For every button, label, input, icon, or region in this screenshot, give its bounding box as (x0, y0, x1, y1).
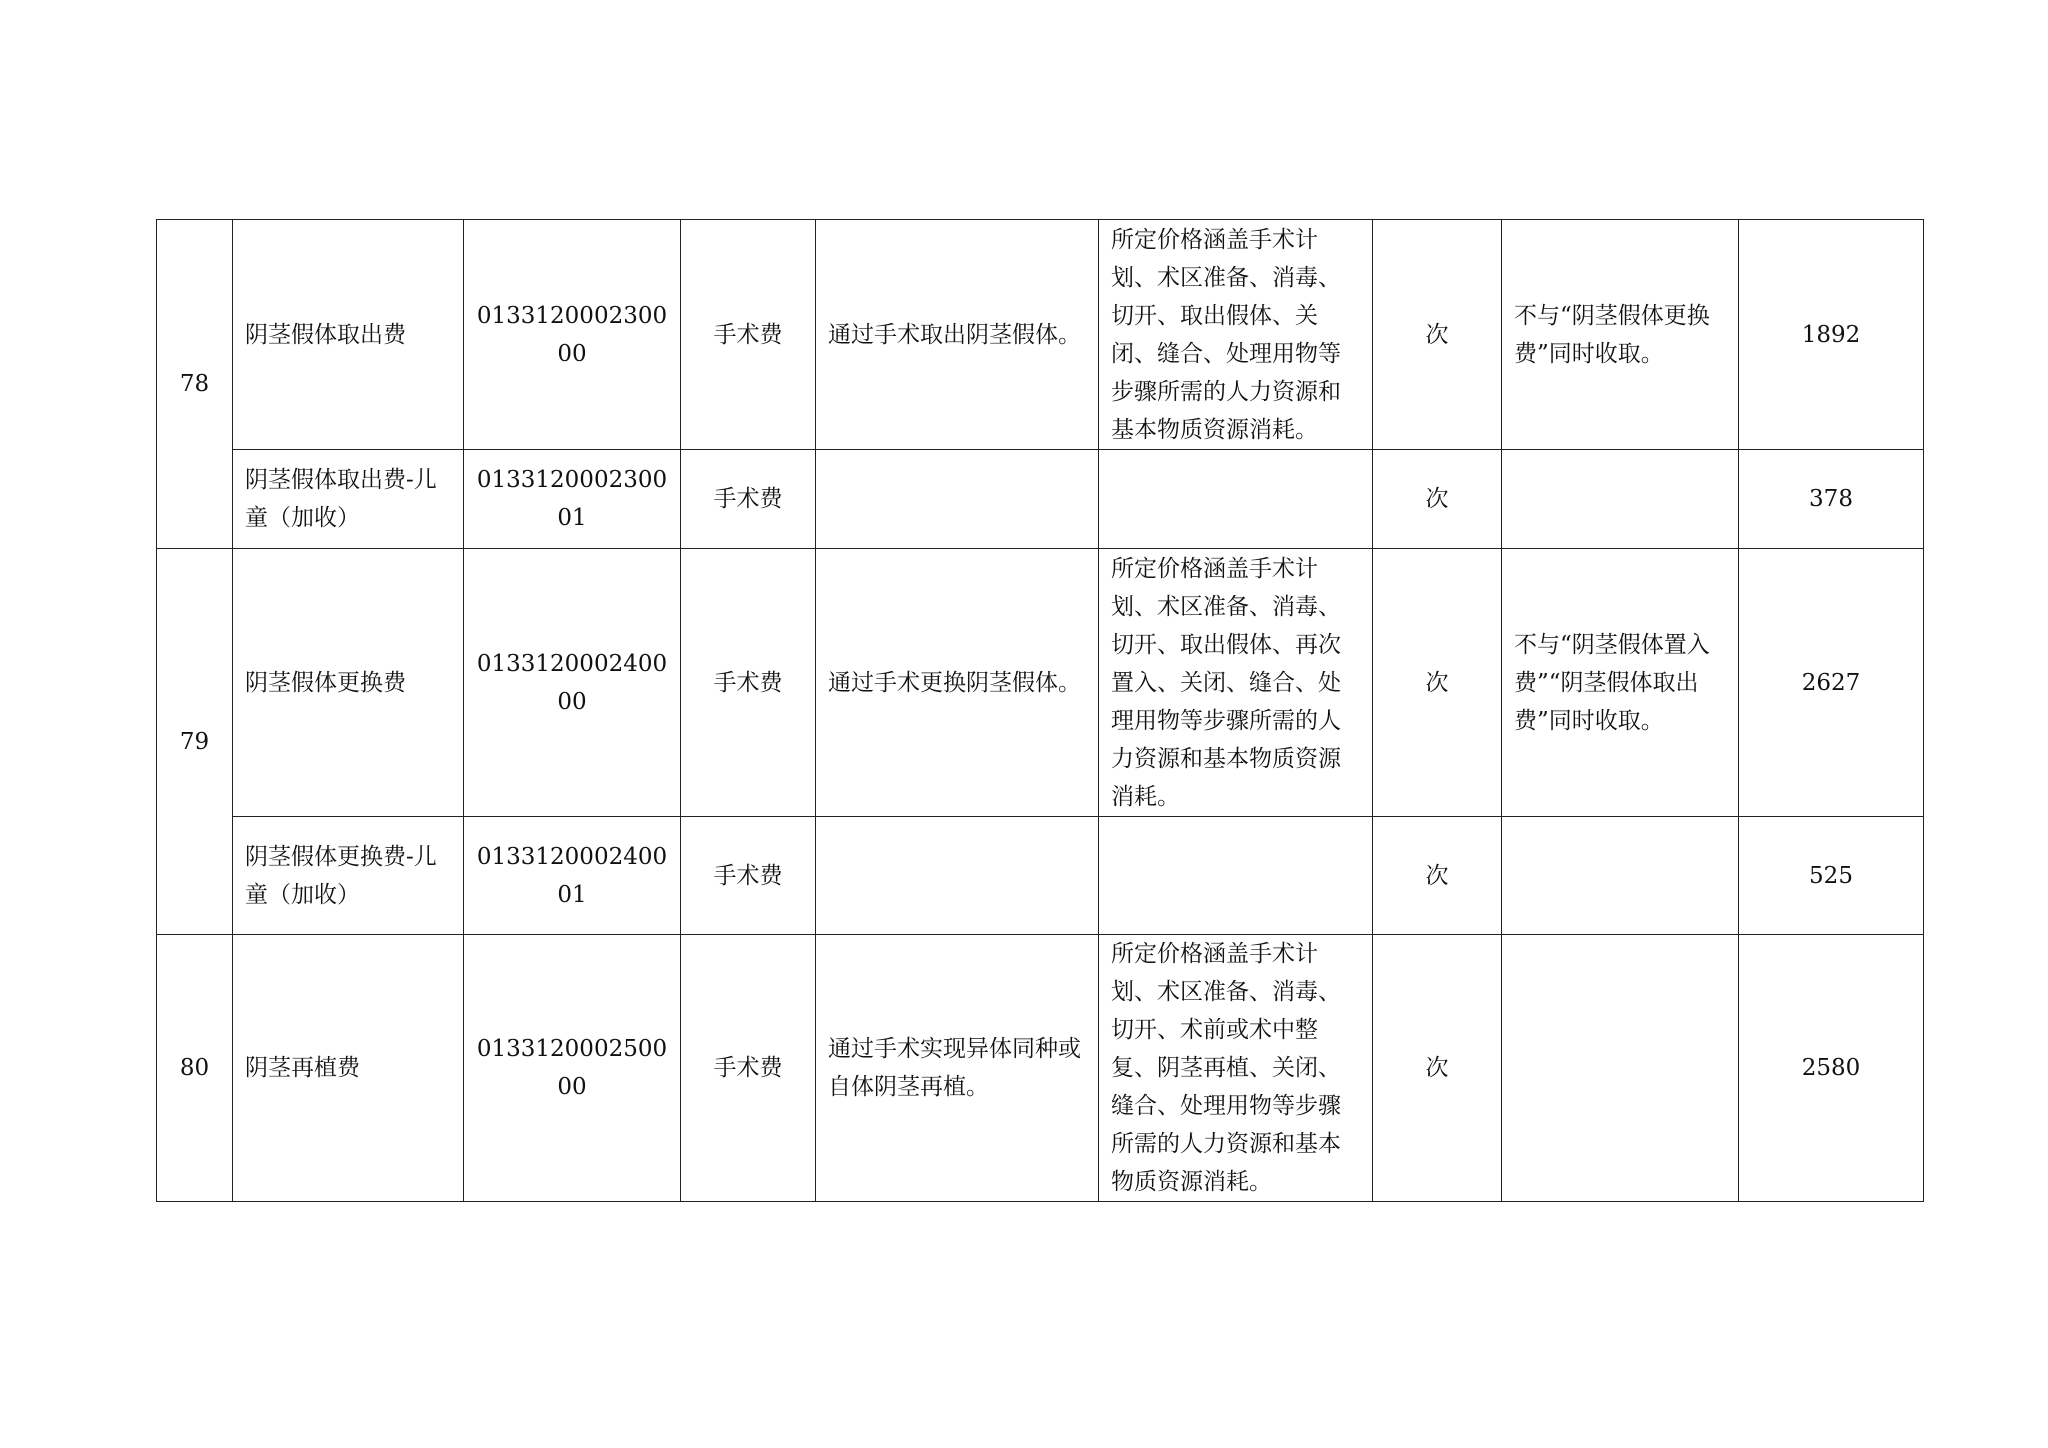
item-number: 79 (157, 549, 233, 935)
fee-table (156, 219, 1924, 1202)
item-name: 阴茎假体取出费-儿童（加收） (233, 450, 464, 549)
item-note (1502, 935, 1739, 1202)
item-description: 通过手术实现异体同种或自体阴茎再植。 (816, 935, 1099, 1202)
item-description (816, 450, 1099, 549)
item-name: 阴茎假体更换费 (233, 549, 464, 817)
item-description (816, 817, 1099, 935)
item-price: 378 (1739, 450, 1924, 549)
item-name: 阴茎假体更换费-儿童（加收） (233, 817, 464, 935)
table-row (157, 549, 1924, 817)
item-price: 1892 (1739, 220, 1924, 450)
item-category: 手术费 (681, 549, 816, 817)
item-number: 80 (157, 935, 233, 1202)
item-category: 手术费 (681, 450, 816, 549)
item-description: 通过手术更换阴茎假体。 (816, 549, 1099, 817)
item-description: 通过手术取出阴茎假体。 (816, 220, 1099, 450)
item-note: 不与“阴茎假体更换费”同时收取。 (1502, 220, 1739, 450)
item-scope (1099, 450, 1373, 549)
table-row (157, 450, 1924, 549)
item-code: 013312000230000 (464, 220, 681, 450)
item-scope: 所定价格涵盖手术计划、术区准备、消毒、切开、取出假体、再次置入、关闭、缝合、处理用物等步骤所需的人力资源和基本物质资源消耗。 (1099, 549, 1373, 817)
item-unit: 次 (1373, 935, 1502, 1202)
item-name: 阴茎假体取出费 (233, 220, 464, 450)
table-row (157, 935, 1924, 1202)
item-name: 阴茎再植费 (233, 935, 464, 1202)
item-code: 013312000240000 (464, 549, 681, 817)
item-number: 78 (157, 220, 233, 549)
table-row (157, 817, 1924, 935)
item-price: 2580 (1739, 935, 1924, 1202)
item-code: 013312000240001 (464, 817, 681, 935)
item-price: 2627 (1739, 549, 1924, 817)
item-category: 手术费 (681, 220, 816, 450)
item-unit: 次 (1373, 450, 1502, 549)
item-unit: 次 (1373, 549, 1502, 817)
item-code: 013312000230001 (464, 450, 681, 549)
item-note (1502, 817, 1739, 935)
item-scope (1099, 817, 1373, 935)
item-note: 不与“阴茎假体置入费”“阴茎假体取出费”同时收取。 (1502, 549, 1739, 817)
item-scope: 所定价格涵盖手术计划、术区准备、消毒、切开、取出假体、关闭、缝合、处理用物等步骤所需的人力资源和基本物质资源消耗。 (1099, 220, 1373, 450)
table-row (157, 220, 1924, 450)
item-code: 013312000250000 (464, 935, 681, 1202)
item-unit: 次 (1373, 220, 1502, 450)
item-category: 手术费 (681, 817, 816, 935)
item-price: 525 (1739, 817, 1924, 935)
item-scope: 所定价格涵盖手术计划、术区准备、消毒、切开、术前或术中整复、阴茎再植、关闭、缝合、处理用物等步骤所需的人力资源和基本物质资源消耗。 (1099, 935, 1373, 1202)
item-note (1502, 450, 1739, 549)
item-unit: 次 (1373, 817, 1502, 935)
item-category: 手术费 (681, 935, 816, 1202)
